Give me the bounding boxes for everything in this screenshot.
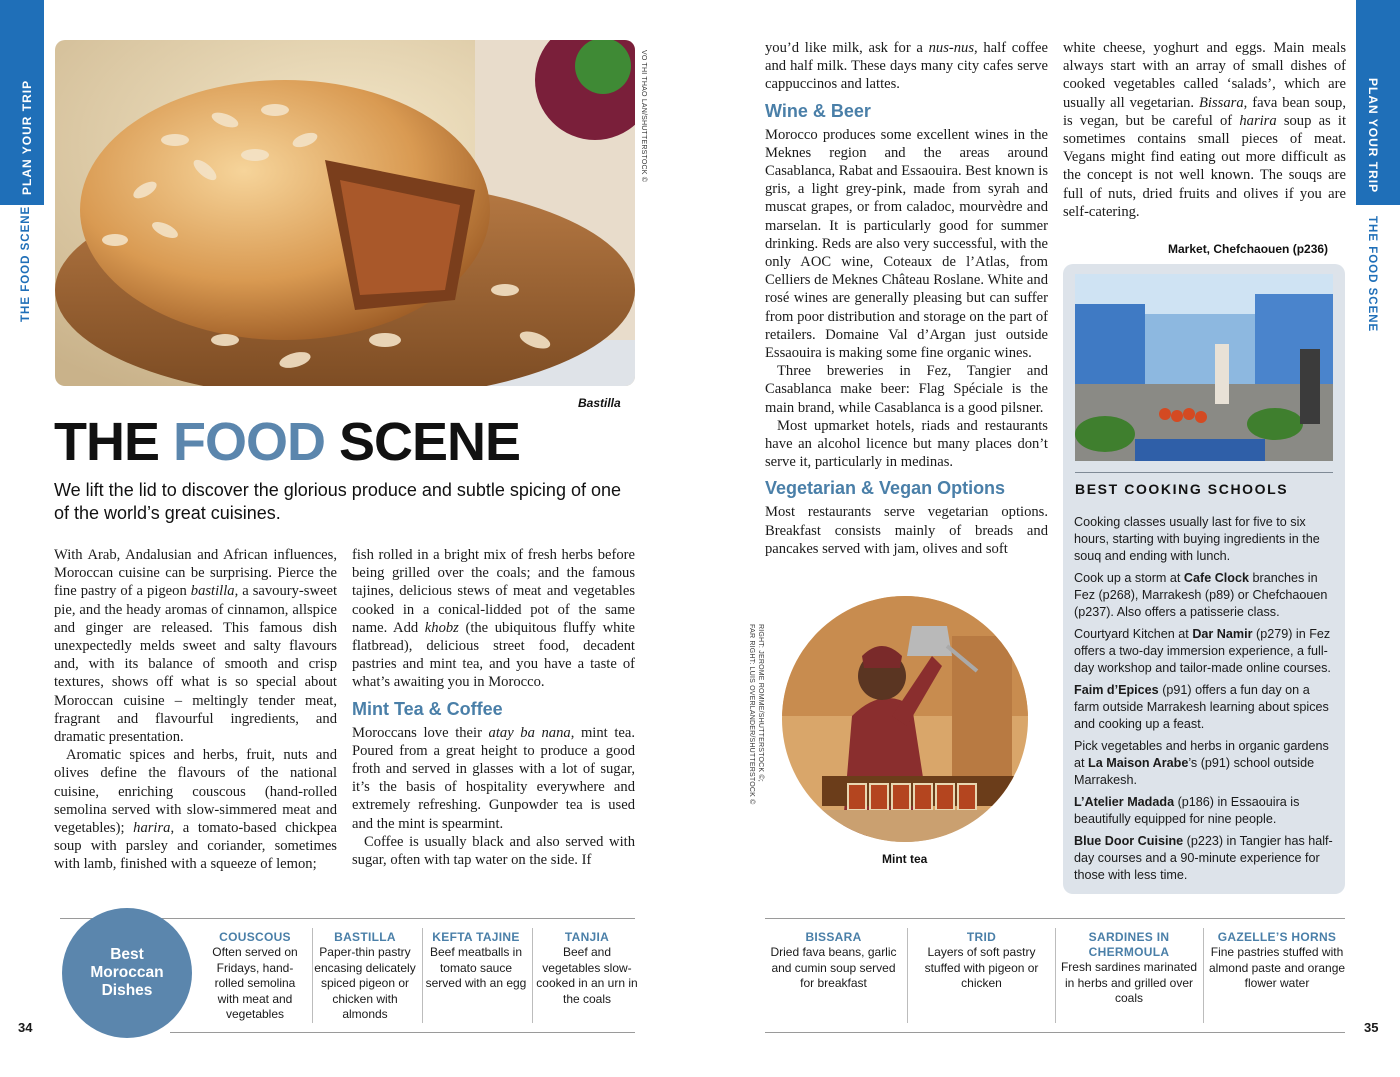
cooking-intro: Cooking classes usually last for five to six hours, starting with buying ingredients in the souq and ending with lunch. — [1074, 515, 1320, 563]
cooking-heading: BEST COOKING SCHOOLS — [1075, 481, 1289, 497]
dish-name: TANJIA — [564, 930, 610, 944]
dish-item — [766, 930, 901, 992]
dish-name: BASTILLA — [334, 930, 396, 944]
mint-tea-caption: Mint tea — [882, 852, 928, 866]
dish-separator — [1055, 928, 1056, 1023]
title-part-2: FOOD — [173, 412, 326, 472]
dish-item — [1208, 930, 1346, 992]
page-number-left: 34 — [18, 1020, 33, 1035]
market-photo — [1075, 274, 1333, 461]
right-section-label: THE FOOD SCENE — [1366, 216, 1378, 333]
col4-paragraph-1: white cheese, yoghurt and eggs. Main meals always start with an array of small dishes of cooked vegetables called ‘salads’, which are usually all vegetarian. Bissara, fava bean soup, is vegan, but be careful of harira soup as it sometimes contains small pieces of meat. Vegans might find eating out more difficult as the concept is not well known. The souqs are full of nuts, dried fruits and olives if you are self-catering. — [1063, 40, 1347, 220]
cooking-item: Pick vegetables and herbs in organic gardens at La Maison Arabe’s (p91) school outside Marrakesh. — [1074, 739, 1329, 787]
heading-mint-tea: Mint Tea & Coffee — [352, 698, 503, 719]
left-section-label: THE FOOD SCENE — [20, 205, 32, 322]
col1-paragraph-2: Aromatic spices and herbs, fruit, nuts and olives define the flavours of the national cuisine, enriching couscous (hand-rolled semolina served with slow-simmered meat and vegetables); harira, a tomato-based chickpea soup with parsley and coriander, sometimes with lamb, finished with a squeeze of lemon; — [54, 747, 338, 873]
page-number-right: 35 — [1364, 1020, 1379, 1035]
dish-name: BISSARA — [805, 930, 862, 944]
best-dishes-badge: Best Moroccan Dishes — [62, 908, 192, 1038]
bastilla-photo — [55, 40, 635, 386]
photo-credit-middle: RIGHT: JEROME ROMME/SHUTTERSTOCK ©; FAR RIGHT: LUIS OVERLANDER/SHUTTERSTOCK © — [748, 624, 764, 805]
dishes-rule-right-bottom — [765, 1032, 1345, 1033]
dish-item — [204, 930, 306, 1023]
dish-item — [314, 930, 416, 1023]
page-title — [54, 411, 520, 473]
col3-paragraph-3: Three breweries in Fez, Tangier and Casablanca make beer: Flag Spéciale is the main brand, while Casablanca is a good pilsner. — [765, 363, 1048, 416]
cooking-item: L’Atelier Madada (p186) in Essaouira is beautifully equipped for nine people. — [1074, 795, 1300, 826]
dish-name: SARDINES IN CHERMOULA — [1088, 930, 1170, 959]
dish-name: COUSCOUS — [219, 930, 291, 944]
dish-separator — [312, 928, 313, 1023]
dishes-rule-left-bottom — [170, 1032, 635, 1033]
dish-description: Paper-thin pastry encasing delicately spiced pigeon or chicken with almonds — [314, 945, 416, 1021]
dish-item — [1060, 930, 1198, 1007]
dish-description: Fresh sardines marinated in herbs and grilled over coals — [1060, 960, 1198, 1005]
dish-separator — [907, 928, 908, 1023]
dish-name: GAZELLE’S HORNS — [1217, 930, 1337, 944]
right-tab-label: PLAN YOUR TRIP — [1366, 78, 1380, 194]
column-2 — [352, 546, 635, 869]
dish-item — [425, 930, 527, 992]
col3-paragraph-1: you’d like milk, ask for a nus-nus, half coffee and half milk. These days many city cafes serve cappuccinos and lattes. — [765, 40, 1048, 93]
dish-description: Dried fava beans, garlic and cumin soup served for breakfast — [770, 945, 897, 990]
dish-separator — [532, 928, 533, 1023]
cooking-box-rule — [1075, 472, 1333, 473]
column-4 — [1063, 39, 1346, 221]
dish-description: Fine pastries stuffed with almond paste and orange flower water — [1208, 945, 1346, 990]
column-3 — [765, 39, 1048, 558]
left-tab-label: PLAN YOUR TRIP — [20, 79, 34, 195]
col3-paragraph-4: Most upmarket hotels, riads and restaurants have an alcohol licence but many places don’t serve it, particularly in medinas. — [765, 417, 1048, 471]
cooking-item: Cook up a storm at Cafe Clock branches in Fez (p268), Marrakesh (p89) or Chefchaouen (p237). Also offers a patisserie class. — [1074, 571, 1328, 619]
bastilla-caption: Bastilla — [578, 396, 621, 410]
title-part-3: SCENE — [325, 412, 521, 472]
dish-separator — [1203, 928, 1204, 1023]
dish-item — [914, 930, 1049, 992]
dish-name: KEFTA TAJINE — [432, 930, 520, 944]
cooking-item: Faim d’Epices (p91) offers a fun day on a farm outside Marrakesh learning about spices and cooking up a feast. — [1074, 683, 1329, 731]
dish-description: Beef meatballs in tomato sauce served with an egg — [425, 945, 527, 990]
dish-description: Beef and vegetables slow-cooked in an urn in the coals — [536, 945, 638, 1006]
heading-wine-beer: Wine & Beer — [765, 100, 871, 121]
dish-description: Often served on Fridays, hand-rolled semolina with meat and vegetables — [212, 945, 298, 1021]
heading-vegetarian: Vegetarian & Vegan Options — [765, 478, 1006, 499]
dish-separator — [422, 928, 423, 1023]
dish-description: Layers of soft pastry stuffed with pigeon or chicken — [924, 945, 1039, 990]
col3-paragraph-2: Morocco produces some excellent wines in the Meknes region and the areas around Casablanca, Rabat and Essaouira. Best known is gris, a light grey-pink, made from syrah and muscat grapes, or from caladoc, mourvèdre and marselan. It is particularly good for summer drinking. Reds are also very successful, with the only AOC wine, Coteaux de l’Atlas, from Celliers de Meknes Château Roslane. White and rosé wines are generally pleasing but can suffer from poor distribution and storage on the part of retailers. Domaine Val d’Argan just outside Essaouira is making some fine organic wines. — [765, 126, 1048, 362]
dishes-rule-right-top — [765, 918, 1345, 919]
col3-paragraph-5: Most restaurants serve vegetarian options. Breakfast consists mainly of breads and pancakes served with jam, olives and soft — [765, 504, 1048, 557]
dish-name: TRID — [966, 930, 997, 944]
cooking-item: Courtyard Kitchen at Dar Namir (p279) in Fez offers a two-day immersion experience, a full-day workshop and tailor-made online courses. — [1074, 627, 1331, 675]
col2-paragraph-1: fish rolled in a bright mix of fresh herbs before being grilled over the coals; and the famous tajines, delicious stews of meat and vegetables cooked in a conical-lidded pot of the same name. Add khobz (the ubiquitous fluffy white flatbread), delicious street food, decadent pastries and mint tea, and you have a taste of what’s awaiting you in Morocco. — [352, 547, 635, 691]
column-1 — [54, 546, 337, 874]
col1-paragraph-1: With Arab, Andalusian and African influences, Moroccan cuisine can be surprising. Pierce the fine pastry of a pigeon bastilla, a savoury-sweet pie, and the heady aromas of cinnamon, allspice and ginger are released. This famous dish unexpectedly melds sweet and salty flavours and, with its balance of smooth and crisp textures, shows off what is so special about Moroccan cuisine – meltingly tender meat, fragrant and flavourful ingredients, and dramatic presentation. — [54, 547, 338, 746]
market-caption: Market, Chefchaouen (p236) — [1168, 242, 1329, 256]
col2-paragraph-3: Coffee is usually black and also served with sugar, often with tap water on the side. If — [352, 833, 635, 869]
intro-text: We lift the lid to discover the glorious produce and subtle spicing of one of the world’s great cuisines. — [54, 480, 621, 523]
cooking-item: Blue Door Cuisine (p223) in Tangier has half-day courses and a 90-minute experience for those with less time. — [1074, 834, 1333, 882]
photo-credit-top: VO THI THAO LAN/SHUTTERSTOCK © — [640, 50, 647, 183]
col2-paragraph-2: Moroccans love their atay ba nana, mint tea. Poured from a great height to produce a good froth and served in glasses with a lot of sugar, it’s the basis of hospitality everywhere and extremely refreshing. Gunpowder tea is used and the mint is spearmint. — [352, 724, 635, 832]
title-part-1: THE — [54, 412, 174, 472]
mint-tea-photo — [782, 596, 1028, 842]
cooking-list — [1074, 514, 1336, 889]
dish-item — [536, 930, 638, 1007]
